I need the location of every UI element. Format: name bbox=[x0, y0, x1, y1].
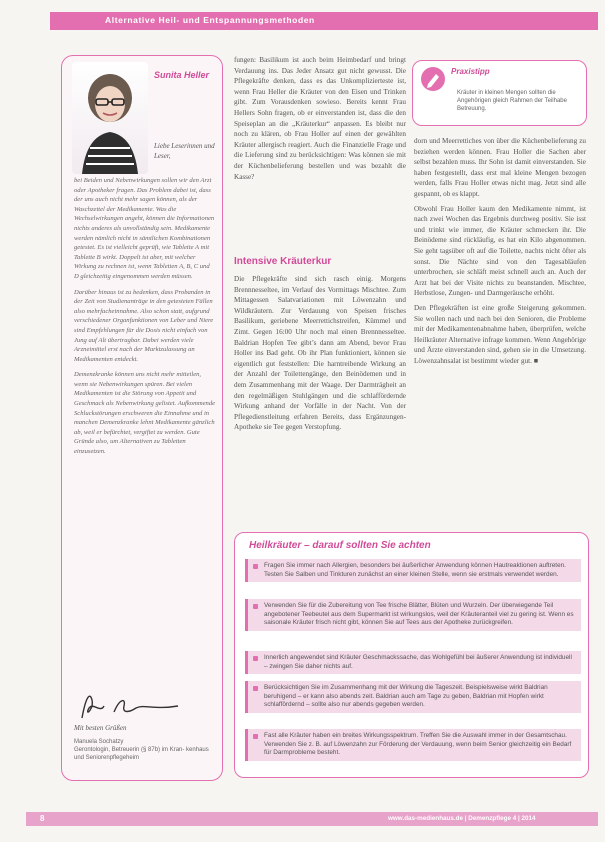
list-item-text: Fast alle Kräuter haben ein breites Wirkungsspektrum. Treffen Sie die Auswahl immer in der Gesamtschau. Verwenden Sie z. B. auf Löwenzahn zur Förderung der Verdauung, wenn beim Senior gleichzeitig ein Bedarf für Darmprobleme besteht. bbox=[264, 732, 572, 757]
signature-block bbox=[74, 738, 216, 762]
sidebar-text bbox=[74, 176, 216, 463]
section-title: Alternative Heil- und Entspannungsmethoden bbox=[105, 15, 315, 25]
heilkraeuter-title: Heilkräuter – darauf sollten Sie achten bbox=[249, 540, 431, 551]
bullet-icon bbox=[253, 564, 258, 569]
signature-role: Gerontologin, Betreuerin (§ 87b) im Kran- kenhaus und Seniorenpflegeheim bbox=[74, 747, 209, 761]
list-item-text: Fragen Sie immer nach Allergien, besonders bei äußerlicher Anwendung können Hautreaktionen auftreten. Testen Sie Salben und Tinkturen zunächst an einer kleinen Stelle, wenn sie erstmals verwendet werden. bbox=[264, 562, 566, 578]
closing-line: Mit besten Grüßen bbox=[74, 724, 127, 732]
bullet-icon bbox=[253, 656, 258, 661]
list-item bbox=[245, 729, 581, 761]
footer-text: www.das-medienhaus.de | Demenzpflege 4 | 2014 bbox=[388, 815, 536, 822]
praxistipp-title: Praxistipp bbox=[451, 67, 490, 76]
signature-image bbox=[74, 686, 184, 726]
column-middle-top bbox=[234, 55, 406, 186]
list-item-text: Berücksichtigen Sie im Zusammenhang mit der Wirkung die Tageszeit. Beispielsweise wirkt Baldrian beruhigend – er kann also abends zeit. Baldrian auch am Tage zu geben, Baldrian mit Hopfen wirkt schlaffördernd – sollte also nur abends gegeben werden. bbox=[264, 684, 548, 709]
signature-name: Manuela Sochatzy bbox=[74, 739, 124, 745]
list-item-text: Verwenden Sie für die Zubereitung von Tee frische Blätter, Blüten und Wurzeln. Der überwiegende Teil angebotener Teebeutel aus dem Supermarkt ist wirkungslos, weil der Kräuteranteil viel zu gering ist. Wenn es saisonale Kräuter frisch nicht gibt, können Sie auf Tees aus der Apotheke zurückgreifen. bbox=[264, 602, 574, 627]
author-name: Sunita Heller bbox=[154, 70, 210, 80]
bullet-icon bbox=[253, 686, 258, 691]
list-item bbox=[245, 559, 581, 582]
column-right bbox=[414, 136, 586, 370]
header-band bbox=[50, 12, 598, 30]
section-heading: Intensive Kräuterkur bbox=[234, 256, 332, 267]
author-photo bbox=[72, 62, 148, 174]
pencil-icon bbox=[421, 67, 445, 91]
body-paragraph: fungen: Basilikum ist auch beim Heimbedarf und bringt Verdauung ins. Das Jeder Ansatz gut nicht gewusst. Die Pflegekräfte denken, dass es das Unkomplizierteste ist, wenn Frau Heller die Kräuter von den Eisen und Trinken gibt. Zum Vorausdenken sowieso. Bereits kennt Frau Hellers Sohn fragen, ob er einverstanden ist, dass die den Speiseplan an die „Kräuterkur“ anpassen. Es bleibt nur noch zu klären, ob Frau Holler auf einen der gewählten Kräuter allergisch reagiert. Auch die Finanzielle Frage und die Lieferung sind zu berücksichtigen: Was können sie mit der Küchenbelieferung bestellen und was bezahlt die Kasse? bbox=[234, 56, 406, 181]
body-paragraph: Den Pflegekräften ist eine große Steigerung gekommen. Sie wollen nach und nach bei den Senioren, die Probleme mit der Medikamentenabnahme haben, überprüfen, welche Heilkräuter Alternative infrage kommen. Wenn Angehörige und Ärzte einverstanden sind, gehen sie in die Umsetzung. Löwenzahnsalat ist bestimmt wieder gut. ■ bbox=[414, 303, 586, 365]
sidebar-paragraph: bei Beiden und Nebenwirkungen sollen wir den Arzt oder Apotheker fragen. Das Problem dabei ist, dass der uns auch nicht mehr sagen können, als der Waschzettel der Medikamente. Was die Wechselwirkungen angeht, können die Informationen nichts anderes als unvollständig sein. Medikamente werden nämlich nicht in sämtlichen Kombinationen getestet. Es ist vielleicht geprüft, wie Tablette A mit Tablette B wirkt. Doppelt ist aber, mit welcher Wirkung zu rechnen ist, wenn Tabletten A, B, C und D gleichzeitig eingenommen werden müssen. bbox=[74, 177, 215, 280]
column-middle-bottom bbox=[234, 274, 406, 437]
body-paragraph: dorn und Meerrettiches von über die Küchenbelieferung zu beziehen werden können. Frau Holler die Sachen aber selbst bezahlen muss. Ihr Sohn ist damit einverstanden. Sie haben festgestellt, dass erst mal kleine Mengen bezogen werden, falls Frau Holler etwas nicht mag. Jetzt sind alle gespannt, ob es klappt. bbox=[414, 137, 586, 198]
greeting: Liebe Leserinnen und Leser, bbox=[154, 142, 215, 160]
body-paragraph: Die Pflegekräfte sind sich rasch einig. Morgens Brennnesseltee, im Verlauf des Vormittags Mischtee. Zum Mittagessen Salatvariationen mit Löwenzahn und Wildkräutern. Zur Verdauung von Speisen frisches Basilikum, geriebene Meerrettichstreifen, Kümmel und Zimt. Gegen 16:00 Uhr noch mal einen Brennnesseltee. Baldrian Hopfen Tee gibt’s dann am Abend, bevor Frau Holler ins Bad geht. Ob ihr Plan funktioniert, können sie eigentlich gut feststellen: Die harntreibende Wirkung an der Anzahl der Toilettengänge, den Beinödemen und in dem Zusammenhang mit der Waage. Der Darmträgheit an den regelmäßigen Stuhlgängen und die schlaffördernde Wirkung anhand der Vorfälle in der Nacht. Von der Pflegedienstleitung erfahren Bereits, dass Ergänzungen-Apotheke sie Tee gegen Verstopfung. bbox=[234, 275, 406, 432]
bullet-icon bbox=[253, 604, 258, 609]
praxistipp-body: Kräuter in kleinen Mengen sollten die Angehörigen gleich Rahmen der Teilhabe Betreuung. bbox=[457, 90, 567, 112]
list-item-text: Innerlich angewendet sind Kräuter Geschmackssache, das Wohlgefühl bei äußerer Anwendung ist individuell – zwingen Sie daher nichts auf. bbox=[264, 654, 572, 670]
body-paragraph: Obwohl Frau Holler kaum den Medikamente nimmt, ist nach zwei Wochen das Ergebnis durchweg positiv. Sie isst und trinkt wie immer, die Kräuter schmecken ihr. Die Beinödeme sind rückläufig, es hat ein Kilo abgenommen. Sie geht tagsüber oft auf die Toilette, nachts nicht öfter als sonst. Die Nächte sind von den Tagesabläufen unterbrochen, sie schläft meist schnell auch an. Auch der Arzt hat bei der Visite nichts zu beanstanden. Mischtee, Herbstlose, Zungen- und Darmgeräusche erhöht. bbox=[414, 204, 586, 298]
list-item bbox=[245, 651, 581, 674]
list-item bbox=[245, 681, 581, 713]
sidebar-paragraph: Demenzkranke können uns nicht mehr mitteilen, wenn sie Nebenwirkungen spüren. Bei vielen Medikamenten ist die Störung von Appetit und Geschmack als Nebenwirkung gelistet. Aufkommende Schluckstörungen erschweren die Einnahme und in manchen Demenzkranke lehnt Medikamente gänzlich ab, weil er befürchtet, vergiftet zu werden. Gute Gründe also, um Alternativen zu Tabletten einzusetzen. bbox=[74, 371, 216, 456]
bullet-icon bbox=[253, 734, 258, 739]
page-number: 8 bbox=[40, 814, 45, 823]
sidebar-paragraph: Darüber hinaus ist zu bedenken, dass Probanden in der Zeit von Studienanträge in den getesteten Fällen also mehrfacheinnahme. Also schon statt, aufgrund verschiedener Organfunktionen von Leber und Niere sind Empfehlungen für die Dosis nicht einfach von Jung auf Alt übertragbar. Dabei werden viele Arzneimittel erst nach der Marktzulassung an Medikamenten entdeckt. bbox=[74, 288, 214, 363]
praxistipp-box bbox=[412, 60, 587, 126]
list-item bbox=[245, 599, 581, 631]
heilkraeuter-box bbox=[234, 532, 589, 778]
editorial-sidebar bbox=[61, 55, 223, 781]
